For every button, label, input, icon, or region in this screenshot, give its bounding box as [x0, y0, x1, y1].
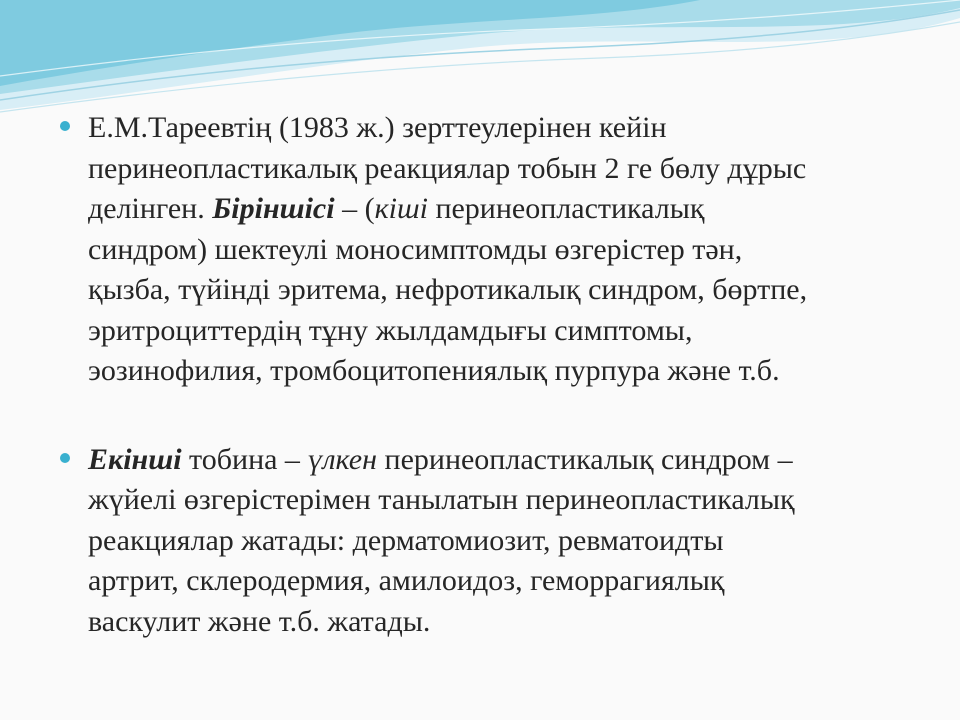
- bullet-dot-icon: [60, 121, 70, 131]
- text-line: [88, 351, 920, 392]
- text-segment: перинеопластикалық синдром –: [377, 442, 793, 476]
- text-line: [88, 270, 920, 311]
- text-line: [88, 149, 920, 190]
- text-segment: – (: [334, 192, 375, 225]
- text-segment: реакциялар жатады: дерматомиозит, ревматоидты: [88, 523, 724, 557]
- text-line: [88, 480, 920, 521]
- emphasis-text: үлкен: [307, 442, 378, 476]
- text-line: [88, 440, 920, 481]
- text-segment: синдром) шектеулі моносимптомды өзгерістер тән,: [88, 232, 743, 266]
- text-line: [88, 311, 920, 352]
- text-segment: жүйелі өзгерістерімен танылатын перинеопластикалық: [88, 483, 795, 516]
- text-segment: перинеопластикалық: [427, 192, 705, 225]
- text-segment: эозинофилия, тромбоцитопениялық пурпура және т.б.: [88, 354, 780, 387]
- text-segment: Е.М.Тареевтің (1983 ж.) зерттеулерінен кейін: [88, 111, 667, 144]
- bullet-paragraph: [60, 440, 920, 643]
- text-segment: эритроциттердің тұну жылдамдығы симптомы,: [88, 313, 693, 347]
- bullet-list: [60, 108, 920, 642]
- bullet-dot-icon: [60, 453, 70, 463]
- bullet-paragraph: [60, 108, 920, 392]
- text-segment: артрит, склеродермия, амилоидоз, геморрагиялық: [88, 564, 725, 597]
- emphasis-text: Біріншісі: [212, 192, 335, 225]
- text-segment: перинеопластикалық реакциялар тобын 2 ге бөлу дұрыс: [88, 151, 807, 185]
- text-line: [88, 108, 920, 149]
- text-line: [88, 230, 920, 271]
- text-segment: васкулит және т.б. жатады.: [88, 604, 431, 638]
- text-segment: қызба, түйінді эритема, нефротикалық синдром, бөртпе,: [88, 273, 808, 306]
- emphasis-text: Екінші: [88, 442, 182, 476]
- text-line: [88, 521, 920, 562]
- text-line: [88, 602, 920, 643]
- text-segment: тобина –: [181, 442, 308, 476]
- text-segment: делінген.: [88, 192, 213, 225]
- emphasis-text: кіші: [374, 192, 428, 225]
- text-line: [88, 189, 920, 230]
- text-line: [88, 561, 920, 602]
